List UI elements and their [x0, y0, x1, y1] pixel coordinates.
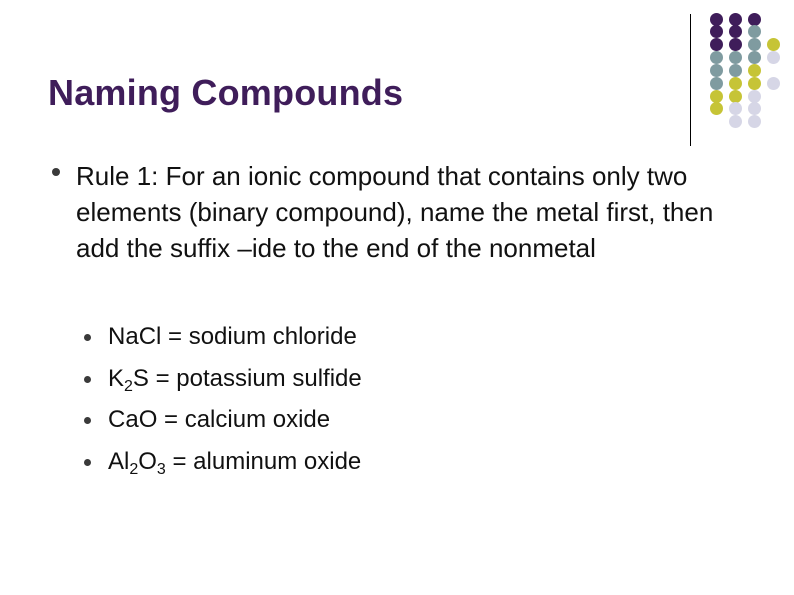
- decorative-dot: [710, 13, 723, 26]
- bullet-icon: [84, 334, 91, 341]
- example-item-al2o3: [0, 445, 794, 485]
- decorative-dot: [748, 64, 761, 77]
- decorative-dot: [729, 115, 742, 128]
- example-text: $K_2S$ = potassium sulfide: [108, 365, 362, 395]
- decorative-dot: [710, 38, 723, 51]
- example-text: CaO = calcium oxide: [108, 406, 331, 433]
- decorative-dot: [729, 25, 742, 38]
- decorative-dot: [748, 90, 761, 103]
- decorative-dot: [729, 90, 742, 103]
- decorative-dot: [729, 51, 742, 64]
- decorative-dot: [729, 64, 742, 77]
- bullet-icon: [52, 168, 60, 176]
- decorative-dot: [710, 25, 723, 38]
- bullet-icon: [84, 417, 91, 424]
- decorative-dot: [748, 102, 761, 115]
- example-item-nacl: [0, 320, 794, 360]
- decorative-dot: [710, 90, 723, 103]
- decorative-dot: [748, 25, 761, 38]
- decorative-dot: [748, 115, 761, 128]
- decorative-dot: [710, 102, 723, 115]
- rule-text: Rule 1: For an ionic compound that contains only two elements (binary compound), name the metal first, then add the suffix –ide to the end of the nonmetal: [76, 161, 714, 263]
- decorative-dot: [767, 77, 780, 90]
- decorative-dot: [729, 102, 742, 115]
- decorative-dot-grid: [0, 0, 794, 140]
- example-item-k2s: [0, 362, 794, 402]
- decorative-dot: [748, 38, 761, 51]
- decorative-dot: [729, 38, 742, 51]
- decorative-dot: [767, 38, 780, 51]
- bullet-icon: [84, 459, 91, 466]
- decorative-dot: [710, 64, 723, 77]
- decorative-dot: [729, 77, 742, 90]
- bullet-icon: [84, 376, 91, 383]
- decorative-dot: [767, 51, 780, 64]
- example-text: NaCl = sodium chloride: [108, 323, 357, 350]
- decorative-dot: [710, 77, 723, 90]
- decorative-dot: [748, 51, 761, 64]
- slide-title: Naming Compounds: [48, 72, 404, 113]
- example-text: $Al_2O_3$ = aluminum oxide: [108, 448, 362, 478]
- decorative-dot: [729, 13, 742, 26]
- decorative-dot: [710, 51, 723, 64]
- decorative-dot: [748, 13, 761, 26]
- decorative-dot: [748, 77, 761, 90]
- example-item-cao: [0, 403, 794, 443]
- title-divider-line: [690, 14, 691, 146]
